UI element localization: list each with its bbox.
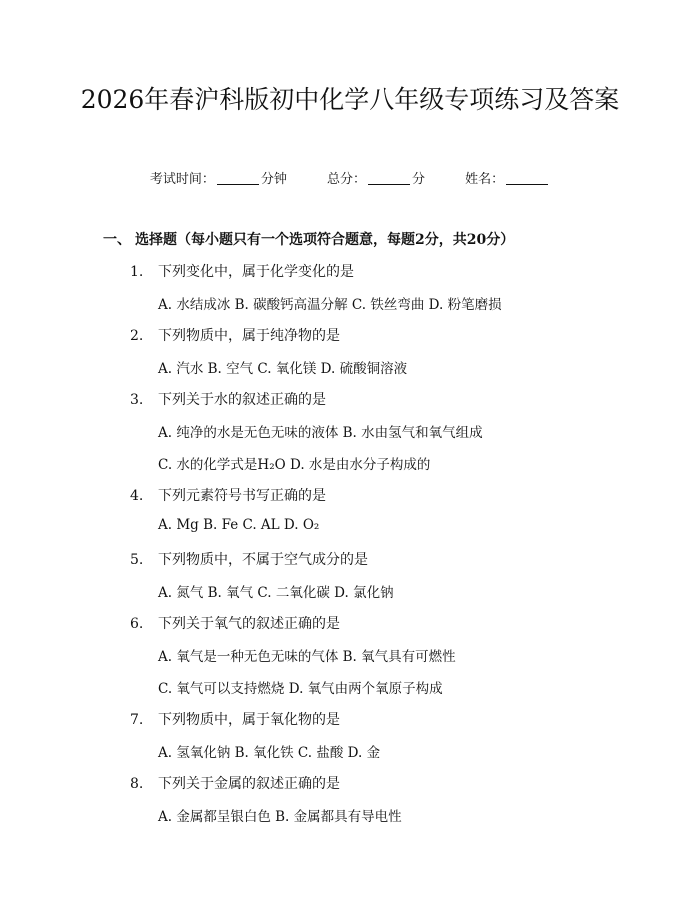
- name-blank[interactable]: [506, 171, 548, 185]
- exam-time-label: 考试时间：: [149, 172, 215, 187]
- exam-time-field: [150, 172, 287, 187]
- question-text: 下列物质中，属于纯净物的是: [158, 328, 340, 344]
- answer-options: C. 氧气可以支持燃烧 D. 氧气由两个氧原子构成: [158, 681, 443, 697]
- question-text: 下列物质中，不属于空气成分的是: [158, 552, 368, 568]
- question-number: 3.: [130, 392, 144, 408]
- question-number: 8.: [130, 776, 144, 792]
- question-number: 4.: [130, 488, 144, 504]
- question-item: [130, 261, 354, 281]
- question-text: 下列物质中，属于氧化物的是: [158, 712, 340, 728]
- question-item: [130, 325, 340, 345]
- question-number: 5.: [130, 552, 144, 568]
- question-number: 2.: [130, 328, 144, 344]
- question-text: 下列关于金属的叙述正确的是: [158, 776, 340, 792]
- answer-options: A. 汽水 B. 空气 C. 氧化镁 D. 硫酸铜溶液: [158, 361, 408, 377]
- question-item: [130, 709, 340, 729]
- exam-info-line: [0, 168, 700, 187]
- total-score-unit: 分: [412, 172, 426, 187]
- question-number: 7.: [130, 712, 144, 728]
- question-item: [130, 613, 340, 633]
- question-item: [130, 773, 340, 793]
- answer-options: A. 氧气是一种无色无味的气体 B. 氧气具有可燃性: [158, 649, 456, 665]
- exam-time-blank[interactable]: [217, 171, 259, 185]
- question-number: 1.: [130, 264, 144, 280]
- total-score-blank[interactable]: [368, 171, 410, 185]
- document-title: 2026年春沪科版初中化学八年级专项练习及答案: [80, 85, 620, 114]
- name-field: [465, 172, 550, 187]
- answer-options: C. 水的化学式是H₂O D. 水是由水分子构成的: [158, 457, 431, 473]
- total-score-field: [327, 172, 425, 187]
- answer-options: A. 纯净的水是无色无味的液体 B. 水由氢气和氧气组成: [158, 425, 483, 441]
- total-score-label: 总分：: [326, 172, 366, 187]
- answer-options: A. 水结成冰 B. 碳酸钙高温分解 C. 铁丝弯曲 D. 粉笔磨损: [158, 297, 502, 313]
- answer-options: A. 氮气 B. 氧气 C. 二氧化碳 D. 氯化钠: [158, 585, 394, 601]
- section-number: 一、: [103, 232, 131, 248]
- section-title: 选择题（每小题只有一个选项符合题意，每题2分，共20分）: [135, 232, 515, 248]
- question-item: [130, 485, 326, 505]
- question-text: 下列关于氧气的叙述正确的是: [158, 616, 340, 632]
- section-heading: [103, 229, 514, 249]
- name-label: 姓名：: [465, 172, 505, 187]
- answer-options: A. Mg B. Fe C. AL D. O₂: [158, 517, 320, 533]
- question-text: 下列关于水的叙述正确的是: [158, 392, 326, 408]
- question-number: 6.: [130, 616, 144, 632]
- question-text: 下列元素符号书写正确的是: [158, 488, 326, 504]
- answer-options: A. 氢氧化钠 B. 氧化铁 C. 盐酸 D. 金: [158, 745, 381, 761]
- answer-options: A. 金属都呈银白色 B. 金属都具有导电性: [158, 809, 402, 825]
- question-text: 下列变化中，属于化学变化的是: [158, 264, 354, 280]
- question-item: [130, 389, 326, 409]
- question-item: [130, 549, 368, 569]
- exam-time-unit: 分钟: [260, 172, 287, 187]
